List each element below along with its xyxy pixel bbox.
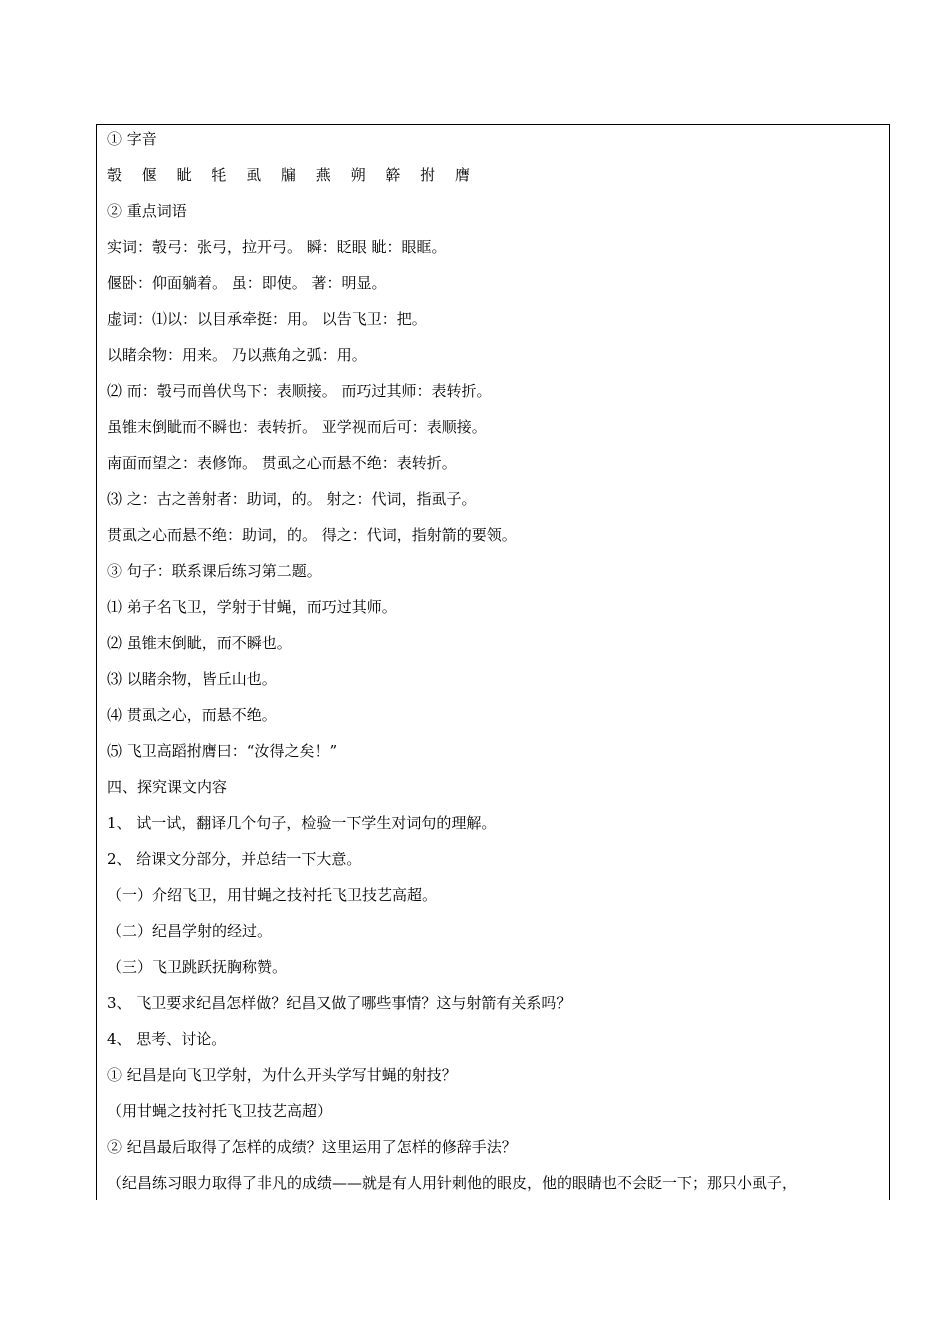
char-item: 膺: [454, 166, 470, 184]
char-item: 簳: [385, 166, 401, 184]
char-item: 朔: [350, 166, 366, 184]
text-line: （三）飞卫跳跃抚胸称赞。: [107, 958, 288, 976]
document-frame: [96, 124, 890, 1200]
char-item: 燕: [315, 166, 331, 184]
char-item: 眦: [176, 166, 192, 184]
text-line: 1、 试一试，翻译几个句子，检验一下学生对词句的理解。: [107, 814, 497, 832]
character-list: [107, 163, 881, 199]
text-line: ③ 句子：联系课后练习第二题。: [107, 562, 322, 580]
text-line: ② 纪昌最后取得了怎样的成绩？这里运用了怎样的修辞手法？: [107, 1138, 517, 1156]
text-line: 4、 思考、讨论。: [107, 1030, 227, 1048]
text-line: （纪昌练习眼力取得了非凡的成绩——就是有人用针刺他的眼皮，他的眼睛也不会眨一下；那只小虱子，: [107, 1174, 798, 1192]
text-line: 贯虱之心而悬不绝：助词，的。 得之：代词，指射箭的要领。: [107, 526, 517, 544]
char-item: 牖: [280, 166, 296, 184]
text-line: ① 纪昌是向飞卫学射，为什么开头学写甘蝇的射技？: [107, 1066, 457, 1084]
text-line: ① 字音: [107, 130, 157, 148]
text-line: 3、 飞卫要求纪昌怎样做？纪昌又做了哪些事情？这与射箭有关系吗？: [107, 994, 572, 1012]
text-line: ⑶ 以睹余物，皆丘山也。: [107, 670, 277, 688]
section-heading: 四、探究课文内容: [107, 778, 228, 796]
text-line: 虚词：⑴以：以目承牵挺：用。 以告飞卫：把。: [107, 310, 427, 328]
text-line: 虽锥末倒眦而不瞬也：表转折。 亚学视而后可：表顺接。: [107, 418, 487, 436]
text-line: ⑵ 虽锥末倒眦，而不瞬也。: [107, 634, 292, 652]
document-body: [107, 127, 881, 1200]
text-line: 南面而望之：表修饰。 贯虱之心而悬不绝：表转折。: [107, 454, 457, 472]
text-line: ⑶ 之：古之善射者：助词，的。 射之：代词，指虱子。: [107, 490, 477, 508]
text-line: （二）纪昌学射的经过。: [107, 922, 273, 940]
char-item: 偃: [141, 166, 157, 184]
text-line: ⑵ 而：彀弓而兽伏鸟下：表顺接。 而巧过其师：表转折。: [107, 382, 492, 400]
text-line: ⑷ 贯虱之心，而悬不绝。: [107, 706, 277, 724]
text-line: ⑸ 飞卫高蹈拊膺曰：“汝得之矣！”: [107, 742, 338, 760]
char-item: 虱: [246, 166, 262, 184]
text-line: （一）介绍飞卫，用甘蝇之技衬托飞卫技艺高超。: [107, 886, 438, 904]
text-line: 实词：彀弓：张弓，拉开弓。 瞬：眨眼 眦：眼眶。: [107, 238, 447, 256]
char-item: 牦: [211, 166, 227, 184]
char-item: 拊: [420, 166, 436, 184]
text-line: 以睹余物：用来。 乃以燕角之弧：用。: [107, 346, 367, 364]
text-line: （用甘蝇之技衬托飞卫技艺高超）: [107, 1102, 333, 1120]
text-line: ⑴ 弟子名飞卫，学射于甘蝇，而巧过其师。: [107, 598, 397, 616]
text-line: 偃卧：仰面躺着。 虽：即使。 著：明显。: [107, 274, 387, 292]
text-line: 2、 给课文分部分，并总结一下大意。: [107, 850, 362, 868]
text-line: ② 重点词语: [107, 202, 187, 220]
char-item: 彀: [107, 166, 123, 184]
